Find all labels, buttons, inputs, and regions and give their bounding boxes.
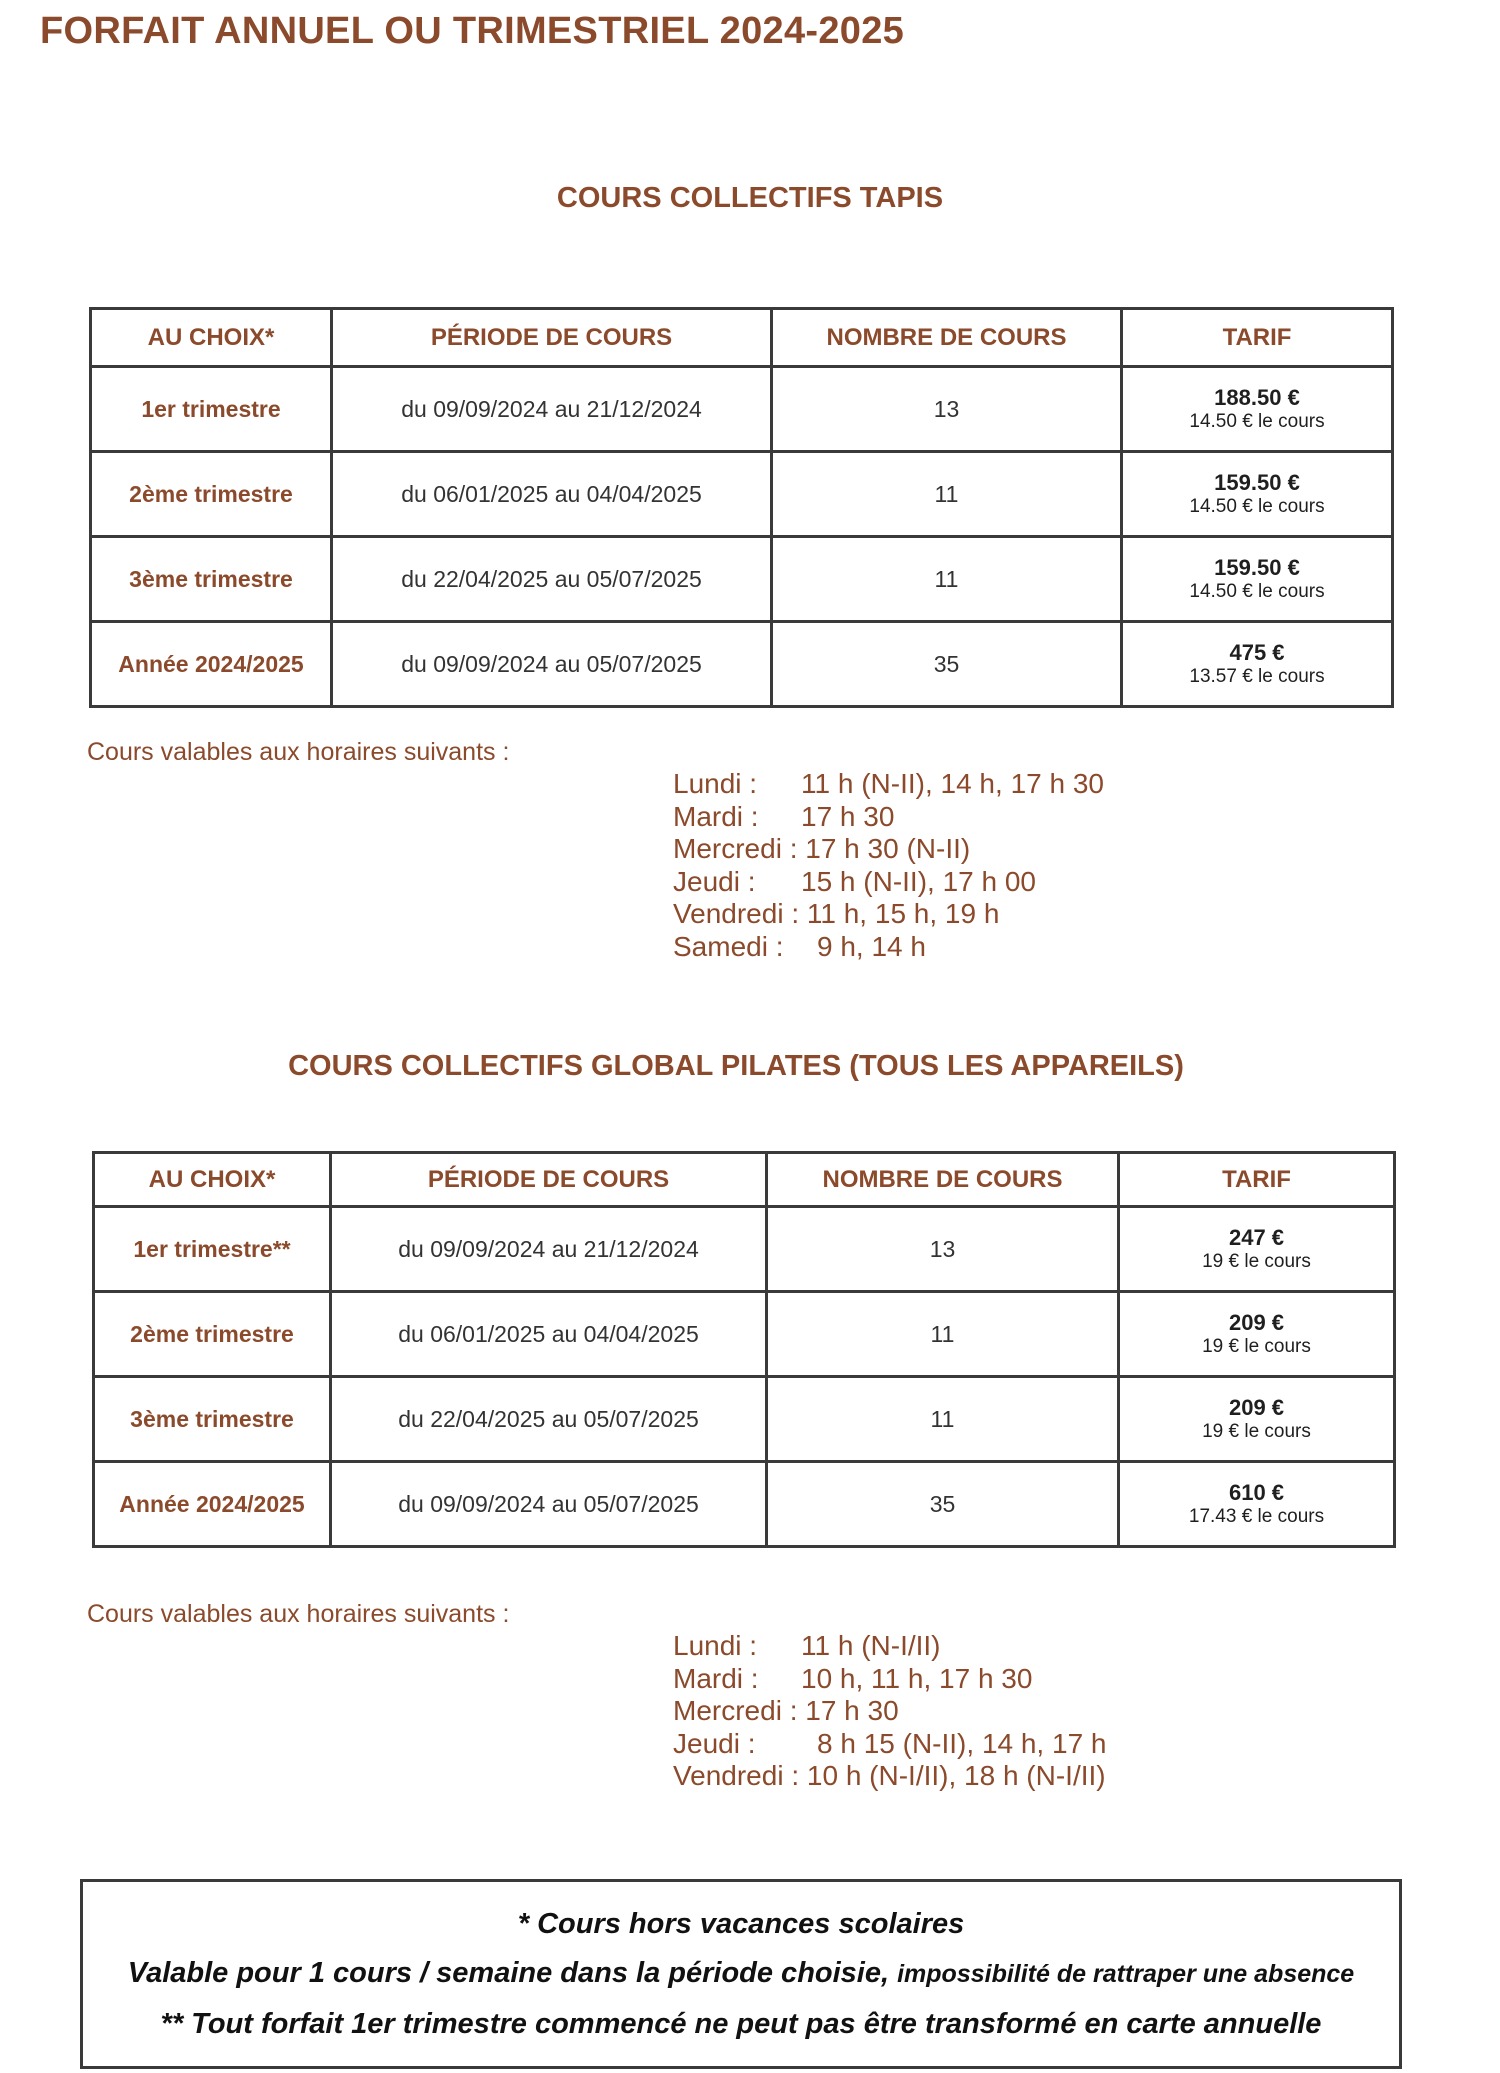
price: 209 € xyxy=(1228,1310,1285,1336)
schedule-times: 11 h (N-II), 14 h, 17 h 30 xyxy=(801,768,1104,799)
schedule-day: Mercredi : xyxy=(673,1695,798,1726)
choice-cell: Année 2024/2025 xyxy=(94,1462,331,1547)
choice-cell: 3ème trimestre xyxy=(91,537,332,622)
tarif-cell xyxy=(1122,367,1393,452)
schedule-row xyxy=(673,1760,1107,1793)
schedule-row xyxy=(673,1728,1107,1761)
unit-price: 19 € le cours xyxy=(1202,1420,1311,1442)
schedule-times: 8 h 15 (N-II), 14 h, 17 h xyxy=(817,1727,1107,1759)
section-title-pilates: COURS COLLECTIFS GLOBAL PILATES (TOUS LES APPAREILS) xyxy=(288,1050,1184,1082)
unit-price: 14.50 € le cours xyxy=(1189,580,1325,602)
schedule-times: 15 h (N-II), 17 h 00 xyxy=(801,865,1037,897)
header-au-choix: AU CHOIX* xyxy=(91,309,332,367)
period-cell: du 09/09/2024 au 21/12/2024 xyxy=(332,367,772,452)
page-title: FORFAIT ANNUEL OU TRIMESTRIEL 2024-2025 xyxy=(40,10,905,52)
header-nombre: NOMBRE DE COURS xyxy=(767,1153,1119,1207)
schedule-row xyxy=(673,833,1104,866)
period-cell: du 09/09/2024 au 05/07/2025 xyxy=(331,1462,767,1547)
schedule-day: Lundi : xyxy=(673,768,758,799)
table-row xyxy=(94,1207,1395,1292)
header-periode: PÉRIODE DE COURS xyxy=(331,1153,767,1207)
tarif-cell xyxy=(1122,537,1393,622)
header-tarif: TARIF xyxy=(1119,1153,1395,1207)
price: 247 € xyxy=(1228,1225,1285,1251)
table-row xyxy=(91,622,1393,707)
count-cell: 35 xyxy=(767,1462,1119,1547)
note-first-term: ** Tout forfait 1er trimestre commencé ne peut pas être transformé en carte annuelle xyxy=(160,2008,1322,2040)
schedule-times: 17 h 30 xyxy=(805,1695,899,1726)
schedule-row xyxy=(673,898,1104,931)
unit-price: 17.43 € le cours xyxy=(1188,1505,1325,1527)
schedule-day: Mardi : xyxy=(673,800,759,832)
tarif-cell xyxy=(1119,1207,1395,1292)
schedule-times: 11 h, 15 h, 19 h xyxy=(806,898,1000,929)
section-title-tapis: COURS COLLECTIFS TAPIS xyxy=(556,182,944,214)
schedule-row xyxy=(673,931,1104,964)
choice-cell: 3ème trimestre xyxy=(94,1377,331,1462)
header-periode: PÉRIODE DE COURS xyxy=(332,309,772,367)
schedule-row xyxy=(673,866,1104,899)
tarif-cell xyxy=(1122,622,1393,707)
note-validity xyxy=(83,1957,1399,1990)
schedule-row xyxy=(673,801,1104,834)
unit-price: 14.50 € le cours xyxy=(1189,495,1325,517)
choice-cell: 2ème trimestre xyxy=(94,1292,331,1377)
header-au-choix: AU CHOIX* xyxy=(94,1153,331,1207)
price: 209 € xyxy=(1228,1395,1285,1421)
schedule-times: 11 h (N-I/II) xyxy=(801,1630,941,1661)
table-row xyxy=(94,1462,1395,1547)
pricing-table-pilates xyxy=(92,1151,1396,1548)
price: 475 € xyxy=(1229,640,1285,666)
table-row xyxy=(91,537,1393,622)
schedule-day: Lundi : xyxy=(673,1630,758,1661)
price: 159.50 € xyxy=(1214,470,1300,496)
header-tarif: TARIF xyxy=(1122,309,1393,367)
schedule-row xyxy=(673,1663,1107,1696)
count-cell: 11 xyxy=(772,537,1122,622)
count-cell: 13 xyxy=(772,367,1122,452)
tarif-cell xyxy=(1119,1292,1395,1377)
schedule-day: Jeudi : xyxy=(673,865,756,897)
count-cell: 11 xyxy=(767,1292,1119,1377)
schedule-day: Vendredi : xyxy=(673,1760,800,1791)
period-cell: du 06/01/2025 au 04/04/2025 xyxy=(331,1292,767,1377)
note-school-holidays: * Cours hors vacances scolaires xyxy=(517,1908,965,1940)
unit-price: 14.50 € le cours xyxy=(1189,410,1325,432)
tarif-cell xyxy=(1122,452,1393,537)
count-cell: 11 xyxy=(772,452,1122,537)
pricing-table-tapis xyxy=(89,307,1394,708)
period-cell: du 09/09/2024 au 05/07/2025 xyxy=(332,622,772,707)
period-cell: du 22/04/2025 au 05/07/2025 xyxy=(332,537,772,622)
table-row xyxy=(91,367,1393,452)
table-header-row xyxy=(91,309,1393,367)
schedule-times: 9 h, 14 h xyxy=(817,930,926,962)
schedule-day: Samedi : xyxy=(673,930,784,962)
schedule-times: 10 h, 11 h, 17 h 30 xyxy=(801,1662,1033,1694)
schedule-row xyxy=(673,1630,1107,1663)
count-cell: 11 xyxy=(767,1377,1119,1462)
header-nombre: NOMBRE DE COURS xyxy=(772,309,1122,367)
choice-cell: 1er trimestre** xyxy=(94,1207,331,1292)
price: 188.50 € xyxy=(1214,385,1300,411)
table-row xyxy=(94,1377,1395,1462)
choice-cell: Année 2024/2025 xyxy=(91,622,332,707)
tarif-cell xyxy=(1119,1462,1395,1547)
notes-box xyxy=(80,1879,1402,2069)
schedule-day: Vendredi : xyxy=(673,898,800,929)
table-header-row xyxy=(94,1153,1395,1207)
schedule-row xyxy=(673,768,1104,801)
note-validity-absence: impossibilité de rattraper une absence xyxy=(897,1960,1355,1988)
count-cell: 13 xyxy=(767,1207,1119,1292)
unit-price: 13.57 € le cours xyxy=(1189,665,1325,687)
price: 610 € xyxy=(1228,1480,1285,1506)
schedule-day: Jeudi : xyxy=(673,1727,756,1759)
period-cell: du 09/09/2024 au 21/12/2024 xyxy=(331,1207,767,1292)
price: 159.50 € xyxy=(1214,555,1300,581)
period-cell: du 22/04/2025 au 05/07/2025 xyxy=(331,1377,767,1462)
period-cell: du 06/01/2025 au 04/04/2025 xyxy=(332,452,772,537)
valid-hours-label-tapis: Cours valables aux horaires suivants : xyxy=(87,738,510,766)
schedule-pilates xyxy=(673,1630,1107,1793)
note-validity-main: Valable pour 1 cours / semaine dans la période choisie, xyxy=(127,1957,890,1989)
tarif-cell xyxy=(1119,1377,1395,1462)
unit-price: 19 € le cours xyxy=(1202,1250,1311,1272)
schedule-tapis xyxy=(673,768,1104,963)
schedule-day: Mardi : xyxy=(673,1662,759,1694)
count-cell: 35 xyxy=(772,622,1122,707)
valid-hours-label-pilates: Cours valables aux horaires suivants : xyxy=(87,1600,510,1628)
schedule-times: 17 h 30 (N-II) xyxy=(805,833,971,864)
schedule-times: 17 h 30 xyxy=(801,800,895,832)
schedule-row xyxy=(673,1695,1107,1728)
choice-cell: 2ème trimestre xyxy=(91,452,332,537)
unit-price: 19 € le cours xyxy=(1202,1335,1311,1357)
table-row xyxy=(91,452,1393,537)
schedule-day: Mercredi : xyxy=(673,833,798,864)
choice-cell: 1er trimestre xyxy=(91,367,332,452)
table-row xyxy=(94,1292,1395,1377)
schedule-times: 10 h (N-I/II), 18 h (N-I/II) xyxy=(806,1760,1106,1791)
